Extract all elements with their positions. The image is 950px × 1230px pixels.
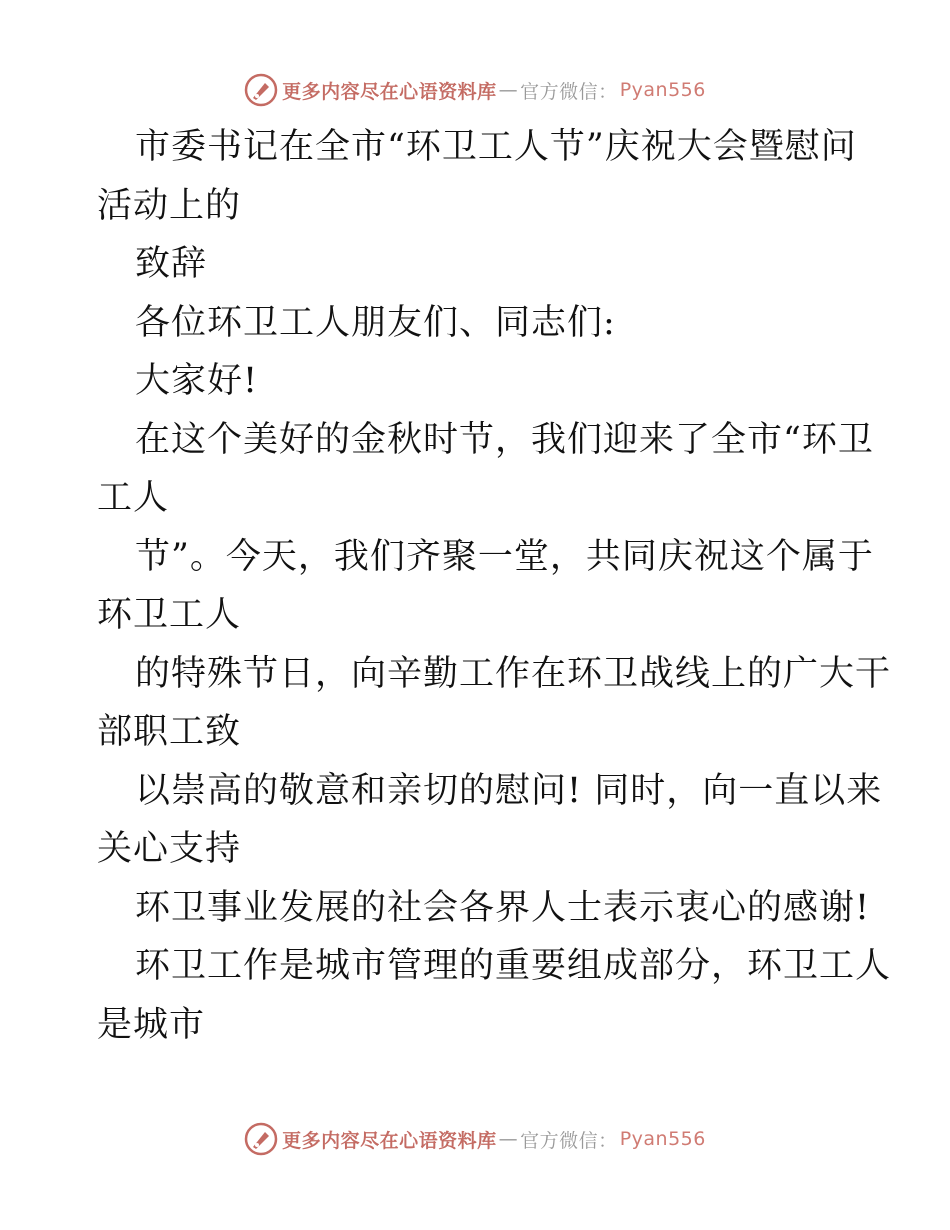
paragraph-line: 环卫工人 — [97, 595, 242, 635]
footer-wechat-label: 官方微信： — [520, 1129, 618, 1152]
header-dash: — — [498, 79, 519, 101]
header-wechat-id: Pyan556 — [619, 79, 706, 101]
footer-dash: — — [498, 1128, 519, 1150]
paragraph-line: 部职工致 — [97, 712, 242, 752]
greeting: 大家好! — [135, 361, 259, 401]
document-body — [97, 118, 892, 1054]
pen-nib-logo-icon — [244, 1122, 278, 1156]
paragraph-line: 以崇高的敬意和亲切的慰问! 同时，向一直以来 — [135, 770, 883, 811]
title-line-2: 活动上的 — [97, 185, 242, 226]
footer-brand-text: 更多内容尽在心语资料库 — [282, 1129, 497, 1152]
paragraph-line: 环卫工作是城市管理的重要组成部分，环卫工人 — [135, 946, 892, 986]
paragraph-line: 工人 — [97, 478, 170, 518]
header-banner — [0, 72, 950, 108]
header-wechat-label: 官方微信： — [520, 80, 618, 103]
footer-banner — [0, 1121, 950, 1157]
header-brand-text: 更多内容尽在心语资料库 — [282, 80, 497, 103]
title-line-3: 致辞 — [135, 244, 208, 284]
paragraph-line: 环卫事业发展的社会各界人士表示衷心的感谢! — [135, 887, 871, 928]
footer-wechat-id: Pyan556 — [619, 1128, 706, 1150]
paragraph-line: 节”。今天，我们齐聚一堂，共同庆祝这个属于 — [135, 536, 874, 577]
paragraph-line: 关心支持 — [97, 829, 242, 869]
paragraph-line: 在这个美好的金秋时节，我们迎来了全市“环卫 — [135, 419, 874, 460]
salutation: 各位环卫工人朋友们、同志们: — [135, 302, 616, 343]
paragraph-line: 是城市 — [97, 1004, 206, 1045]
paragraph-line: 的特殊节日，向辛勤工作在环卫战线上的广大干 — [135, 653, 892, 694]
title-line-1: 市委书记在全市“环卫工人节”庆祝大会暨慰问 — [135, 127, 857, 167]
pen-nib-logo-icon — [244, 73, 278, 107]
